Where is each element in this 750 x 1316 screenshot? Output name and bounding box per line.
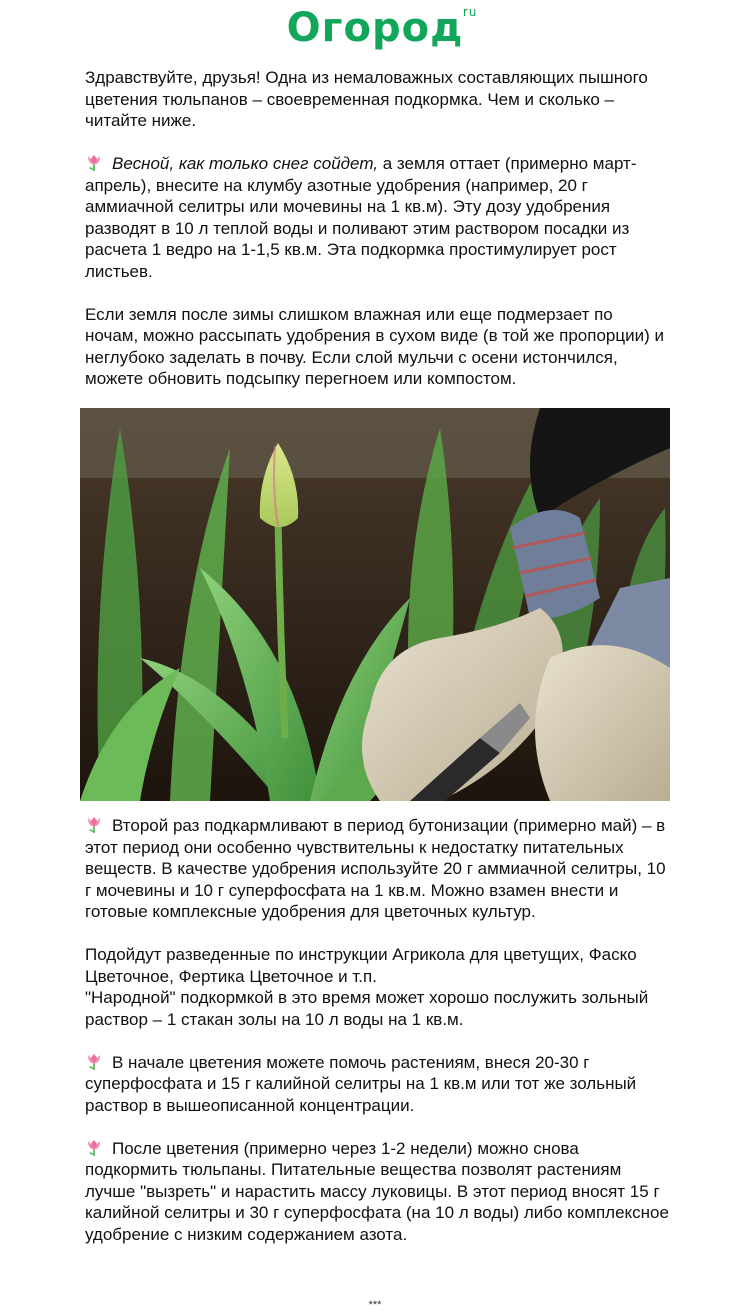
products-line-2: "Народной" подкормкой в это время может хорошо послужить зольный раствор – 1 стакан золы на 10 л воды на 1 кв.м. (85, 988, 649, 1029)
flowering-text: В начале цветения можете помочь растениям, внеся 20-30 г суперфосфата и 15 г калийной селитры на 1 кв.м или тот же зольный раствор в вышеописанной концентрации. (85, 1052, 637, 1115)
logo-suffix: ru (462, 5, 478, 19)
article-body-bottom (85, 815, 670, 1267)
flowering-paragraph (85, 1052, 670, 1117)
tulip-planting-photo (80, 408, 670, 801)
tulip-icon (85, 153, 103, 172)
tulip-icon (85, 815, 103, 834)
budding-text: Второй раз подкармливают в период бутонизации (примерно май) – в этот период они особенно чувствительны к недостатку питательных веществ. В качестве удобрения используйте 20 г аммиачной селитры, 10 г мочевины и 10 г суперфосфата на 1 кв.м. Можно взамен внести и готовые комплексные удобрения для цветочных культур. (85, 816, 666, 921)
site-logo[interactable] (286, 4, 478, 52)
logo-text: Огород (286, 5, 464, 51)
products-line-1: Подойдут разведенные по инструкции Агрикола для цветущих, Фаско Цветочное, Фертика Цветочное и т.п. (85, 945, 637, 986)
wet-soil-paragraph: Если земля после зимы слишком влажная или еще подмерзает по ночам, можно рассыпать удобрения в сухом виде (в той же пропорции) и неглубоко заделать в почву. Если слой мульчи с осени истончился, можете обновить подсыпку перегноем или компостом. (85, 304, 664, 388)
tulip-icon (85, 1138, 103, 1157)
after-flowering-paragraph (85, 1138, 670, 1246)
budding-paragraph (85, 815, 670, 923)
intro-paragraph: Здравствуйте, друзья! Одна из немаловажных составляющих пышного цветения тюльпанов – своевременная подкормка. Чем и сколько – читайте ниже. (85, 68, 648, 130)
after-flowering-text: После цветения (примерно через 1-2 недели) можно снова подкормить тюльпаны. Питательные вещества позволят растениям лучше "вызреть" и нарастить массу луковицы. В этот период вносят 15 г калийной селитры и 30 г суперфосфата (на 10 л воды) либо комплексное удобрение с низким содержанием азота. (85, 1138, 669, 1244)
site-header (0, 4, 750, 56)
section-separator: *** (368, 1299, 382, 1311)
spring-text: а земля оттает (примерно март-апрель), внесите на клумбу азотные удобрения (например, 20 г аммиачной селитры или мочевины на 1 кв.м). Эту дозу удобрения разводят в 10 л теплой воды и поливают этим раствором посадки из расчета 1 ведро на 1-1,5 кв.м. Эта подкормка простимулирует рост листьев. (85, 154, 637, 281)
spring-paragraph (85, 153, 670, 282)
article-body-top (85, 67, 670, 411)
tulip-icon (85, 1052, 103, 1071)
spring-lead: Весной, как только снег сойдет, (112, 154, 379, 173)
